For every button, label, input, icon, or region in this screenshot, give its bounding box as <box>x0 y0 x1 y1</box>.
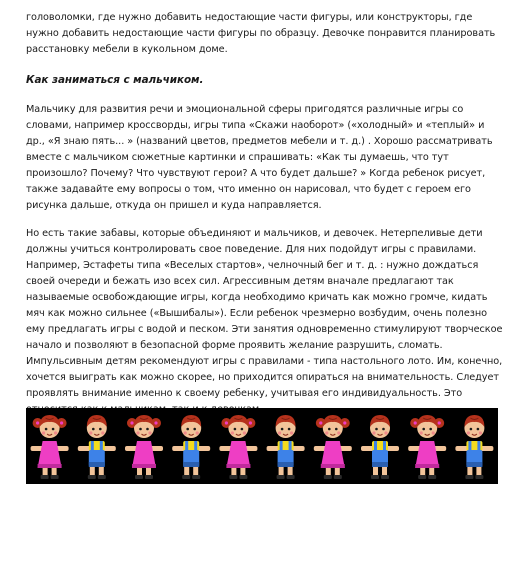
girl-figure <box>314 415 352 479</box>
article-body <box>26 0 504 418</box>
paragraph-boy-activities: Мальчику для развития речи и эмоциональной сферы пригодятся различные игры со словами, например кроссворды, игры типа «Скажи наоборот» («холодный» и «теплый» и др., «Я знаю пять... » (названий цветов, предметов мебели и т. д.) . Хорошо рассматривать вместе с мальчиком сюжетные картинки и спрашивать: «Как ты думаешь, что тут произошло? Почему? Что чувствуют герои? А что будет дальше? » Когда ребенок рисует, также задавайте ему вопросы о том, что именно он нарисовал, что будет с героем его рисунка дальше, откуда он пришел и куда направляется. <box>26 104 493 211</box>
boy-figure <box>361 415 399 479</box>
boy-figure <box>267 415 305 479</box>
girl-figure <box>31 415 69 479</box>
boy-figure <box>455 415 493 479</box>
paragraph-shared-games: Но есть такие забавы, которые объединяют и мальчиков, и девочек. Нетерпеливые дети должны учиться контролировать свое поведение. Для них подойдут игры с правилами. Например, Эстафеты типа «Веселых стартов», челночный бег и т. д. : нужно дождаться своей очереди и бежать изо всех сил. Агрессивным детям вначале предлагают так называемые освобождающие игры, когда необходимо кричать как можно громче, кидать мяч как можно сильнее («Вышибалы»). Если ребенок чрезмерно возбудим, очень полезно ему предлагать игры с водой и песком. Эти занятия одновременно стимулируют творческое начало и позволяют в безопасной форме проявить желание разрушить, сломать. Импульсивным детям рекомендуют игры с правилами - типа настольного лото. Им, конечно, хочется выиграть как можно скорее, но приходится опираться на внимательность. Следует проявлять внимание именно к своему ребенку, учитывая его индивидуальность. Это <box>26 228 503 399</box>
children-illustration <box>26 408 498 484</box>
girl-figure <box>219 415 257 479</box>
girl-figure <box>408 415 446 479</box>
girl-figure <box>125 415 163 479</box>
intro-paragraph-tail: головоломки, где нужно добавить недостающие части фигуры, или конструкторы, где нужно добавить недостающие части фигуры по образцу. Девочке понравится планировать расстановку мебели в кукольном доме. <box>26 12 496 55</box>
section-heading: Как заниматься с мальчиком. <box>26 74 204 86</box>
children-holding-hands-banner <box>26 408 498 484</box>
boy-figure <box>172 415 210 479</box>
boy-figure <box>78 415 116 479</box>
